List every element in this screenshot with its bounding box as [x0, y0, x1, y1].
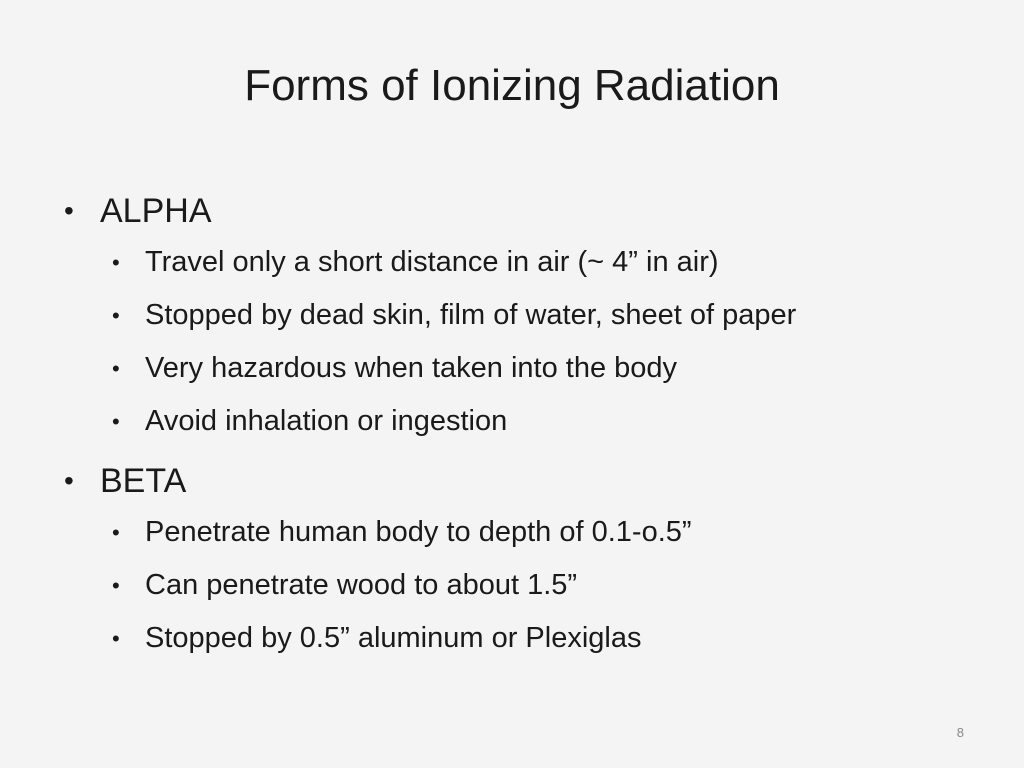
bullet-icon: • — [64, 465, 74, 496]
bullet-list — [60, 506, 980, 665]
bullet-list — [60, 236, 980, 448]
list-item-text: Stopped by 0.5” aluminum or Plexiglas — [145, 622, 642, 654]
page-number: 8 — [956, 725, 964, 740]
list-item — [60, 289, 980, 342]
section-alpha — [60, 186, 980, 448]
bullet-icon: • — [112, 303, 120, 328]
list-item-text: Penetrate human body to depth of 0.1-o.5” — [145, 516, 692, 548]
list-item — [60, 236, 980, 289]
list-item — [60, 506, 980, 559]
section-beta — [60, 456, 980, 665]
list-item — [60, 395, 980, 448]
section-heading — [60, 456, 980, 506]
bullet-icon: • — [112, 520, 120, 545]
bullet-icon: • — [112, 626, 120, 651]
bullet-icon: • — [112, 573, 120, 598]
section-heading-label: ALPHA — [100, 192, 212, 230]
bullet-icon: • — [112, 409, 120, 434]
section-heading — [60, 186, 980, 236]
list-item-text: Very hazardous when taken into the body — [145, 352, 678, 384]
list-item-text: Can penetrate wood to about 1.5” — [145, 569, 578, 601]
slide-title: Forms of Ionizing Radiation — [244, 61, 780, 110]
bullet-icon: • — [64, 195, 74, 226]
bullet-icon: • — [112, 356, 120, 381]
list-item-text: Travel only a short distance in air (~ 4” in air) — [145, 246, 719, 278]
list-item-text: Stopped by dead skin, film of water, sheet of paper — [145, 299, 797, 331]
section-heading-label: BETA — [100, 462, 187, 500]
list-item — [60, 342, 980, 395]
list-item — [60, 559, 980, 612]
list-item-text: Avoid inhalation or ingestion — [145, 405, 508, 437]
bullet-icon: • — [112, 250, 120, 275]
list-item — [60, 612, 980, 665]
slide-content — [60, 186, 980, 665]
